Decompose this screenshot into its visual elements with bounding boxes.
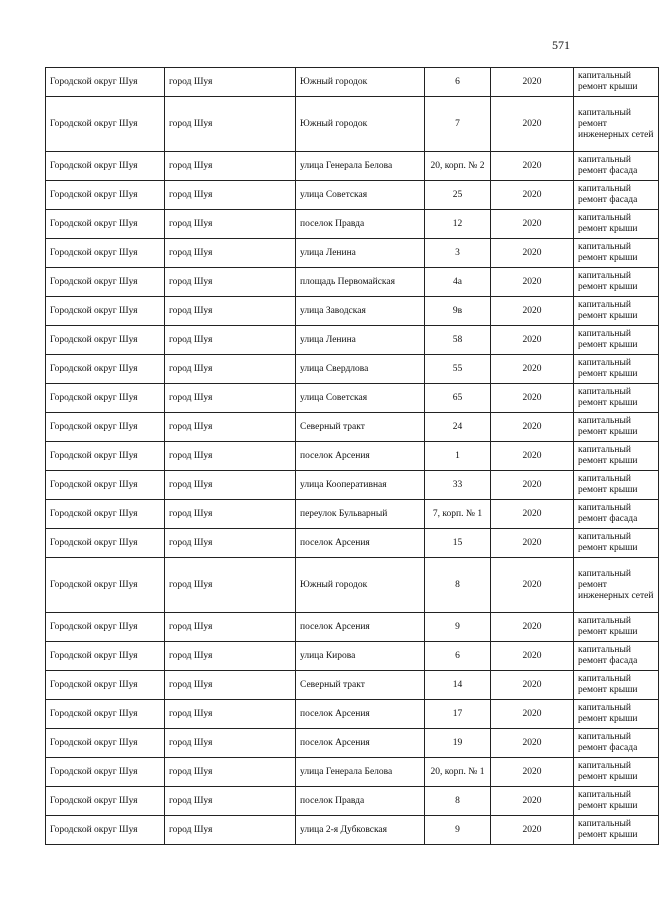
district-cell: Городской округ Шуя bbox=[46, 326, 165, 355]
house-number-cell: 19 bbox=[425, 729, 491, 758]
street-cell: переулок Бульварный bbox=[296, 500, 425, 529]
work-type-cell: капитальный ремонт крыши bbox=[574, 529, 659, 558]
city-cell: город Шуя bbox=[165, 239, 296, 268]
work-type-cell: капитальный ремонт крыши bbox=[574, 68, 659, 97]
year-cell: 2020 bbox=[491, 613, 574, 642]
district-cell: Городской округ Шуя bbox=[46, 297, 165, 326]
table-row bbox=[46, 239, 659, 268]
city-cell: город Шуя bbox=[165, 529, 296, 558]
work-type-cell: капитальный ремонт фасада bbox=[574, 152, 659, 181]
city-cell: город Шуя bbox=[165, 384, 296, 413]
house-number-cell: 9 bbox=[425, 816, 491, 845]
street-cell: улица Генерала Белова bbox=[296, 758, 425, 787]
year-cell: 2020 bbox=[491, 97, 574, 152]
year-cell: 2020 bbox=[491, 558, 574, 613]
year-cell: 2020 bbox=[491, 384, 574, 413]
house-number-cell: 24 bbox=[425, 413, 491, 442]
district-cell: Городской округ Шуя bbox=[46, 239, 165, 268]
year-cell: 2020 bbox=[491, 700, 574, 729]
district-cell: Городской округ Шуя bbox=[46, 413, 165, 442]
district-cell: Городской округ Шуя bbox=[46, 442, 165, 471]
district-cell: Городской округ Шуя bbox=[46, 529, 165, 558]
table-row bbox=[46, 297, 659, 326]
work-type-cell: капитальный ремонт инженерных сетей bbox=[574, 97, 659, 152]
work-type-cell: капитальный ремонт крыши bbox=[574, 816, 659, 845]
house-number-cell: 12 bbox=[425, 210, 491, 239]
table-row bbox=[46, 471, 659, 500]
city-cell: город Шуя bbox=[165, 471, 296, 500]
year-cell: 2020 bbox=[491, 326, 574, 355]
table-row bbox=[46, 413, 659, 442]
street-cell: улица Ленина bbox=[296, 326, 425, 355]
work-type-cell: капитальный ремонт крыши bbox=[574, 210, 659, 239]
district-cell: Городской округ Шуя bbox=[46, 97, 165, 152]
table-row bbox=[46, 500, 659, 529]
house-number-cell: 3 bbox=[425, 239, 491, 268]
work-type-cell: капитальный ремонт крыши bbox=[574, 326, 659, 355]
work-type-cell: капитальный ремонт крыши bbox=[574, 442, 659, 471]
city-cell: город Шуя bbox=[165, 413, 296, 442]
work-type-cell: капитальный ремонт фасада bbox=[574, 500, 659, 529]
house-number-cell: 9в bbox=[425, 297, 491, 326]
city-cell: город Шуя bbox=[165, 210, 296, 239]
district-cell: Городской округ Шуя bbox=[46, 787, 165, 816]
table-row bbox=[46, 210, 659, 239]
street-cell: Северный тракт bbox=[296, 413, 425, 442]
city-cell: город Шуя bbox=[165, 181, 296, 210]
street-cell: улица Заводская bbox=[296, 297, 425, 326]
house-number-cell: 7, корп. № 1 bbox=[425, 500, 491, 529]
house-number-cell: 6 bbox=[425, 642, 491, 671]
district-cell: Городской округ Шуя bbox=[46, 181, 165, 210]
district-cell: Городской округ Шуя bbox=[46, 152, 165, 181]
city-cell: город Шуя bbox=[165, 671, 296, 700]
work-type-cell: капитальный ремонт крыши bbox=[574, 787, 659, 816]
district-cell: Городской округ Шуя bbox=[46, 816, 165, 845]
registry-body bbox=[46, 68, 659, 845]
work-type-cell: капитальный ремонт крыши bbox=[574, 268, 659, 297]
city-cell: город Шуя bbox=[165, 326, 296, 355]
street-cell: поселок Арсения bbox=[296, 529, 425, 558]
work-type-cell: капитальный ремонт фасада bbox=[574, 181, 659, 210]
house-number-cell: 33 bbox=[425, 471, 491, 500]
street-cell: улица Генерала Белова bbox=[296, 152, 425, 181]
year-cell: 2020 bbox=[491, 671, 574, 700]
street-cell: Южный городок bbox=[296, 558, 425, 613]
district-cell: Городской округ Шуя bbox=[46, 68, 165, 97]
year-cell: 2020 bbox=[491, 181, 574, 210]
street-cell: Северный тракт bbox=[296, 671, 425, 700]
house-number-cell: 15 bbox=[425, 529, 491, 558]
house-number-cell: 8 bbox=[425, 787, 491, 816]
city-cell: город Шуя bbox=[165, 758, 296, 787]
table-row bbox=[46, 700, 659, 729]
table-row bbox=[46, 355, 659, 384]
street-cell: поселок Арсения bbox=[296, 729, 425, 758]
year-cell: 2020 bbox=[491, 816, 574, 845]
district-cell: Городской округ Шуя bbox=[46, 500, 165, 529]
street-cell: поселок Арсения bbox=[296, 442, 425, 471]
work-type-cell: капитальный ремонт фасада bbox=[574, 642, 659, 671]
year-cell: 2020 bbox=[491, 68, 574, 97]
district-cell: Городской округ Шуя bbox=[46, 268, 165, 297]
street-cell: Южный городок bbox=[296, 68, 425, 97]
street-cell: улица Кирова bbox=[296, 642, 425, 671]
table-row bbox=[46, 442, 659, 471]
house-number-cell: 58 bbox=[425, 326, 491, 355]
year-cell: 2020 bbox=[491, 239, 574, 268]
district-cell: Городской округ Шуя bbox=[46, 384, 165, 413]
house-number-cell: 6 bbox=[425, 68, 491, 97]
city-cell: город Шуя bbox=[165, 297, 296, 326]
house-number-cell: 17 bbox=[425, 700, 491, 729]
district-cell: Городской округ Шуя bbox=[46, 471, 165, 500]
house-number-cell: 8 bbox=[425, 558, 491, 613]
street-cell: улица Советская bbox=[296, 181, 425, 210]
table-row bbox=[46, 152, 659, 181]
year-cell: 2020 bbox=[491, 268, 574, 297]
work-type-cell: капитальный ремонт крыши bbox=[574, 297, 659, 326]
city-cell: город Шуя bbox=[165, 729, 296, 758]
city-cell: город Шуя bbox=[165, 700, 296, 729]
district-cell: Городской округ Шуя bbox=[46, 671, 165, 700]
work-type-cell: капитальный ремонт крыши bbox=[574, 355, 659, 384]
street-cell: улица Свердлова bbox=[296, 355, 425, 384]
district-cell: Городской округ Шуя bbox=[46, 729, 165, 758]
street-cell: поселок Правда bbox=[296, 210, 425, 239]
work-type-cell: капитальный ремонт фасада bbox=[574, 729, 659, 758]
district-cell: Городской округ Шуя bbox=[46, 210, 165, 239]
city-cell: город Шуя bbox=[165, 500, 296, 529]
work-type-cell: капитальный ремонт крыши bbox=[574, 413, 659, 442]
work-type-cell: капитальный ремонт крыши bbox=[574, 613, 659, 642]
year-cell: 2020 bbox=[491, 355, 574, 384]
table-row bbox=[46, 642, 659, 671]
house-number-cell: 20, корп. № 1 bbox=[425, 758, 491, 787]
city-cell: город Шуя bbox=[165, 68, 296, 97]
city-cell: город Шуя bbox=[165, 558, 296, 613]
house-number-cell: 7 bbox=[425, 97, 491, 152]
year-cell: 2020 bbox=[491, 152, 574, 181]
year-cell: 2020 bbox=[491, 297, 574, 326]
table-row bbox=[46, 816, 659, 845]
table-row bbox=[46, 787, 659, 816]
city-cell: город Шуя bbox=[165, 442, 296, 471]
page-number: 571 bbox=[552, 38, 570, 52]
district-cell: Городской округ Шуя bbox=[46, 642, 165, 671]
table-row bbox=[46, 758, 659, 787]
district-cell: Городской округ Шуя bbox=[46, 758, 165, 787]
street-cell: улица Ленина bbox=[296, 239, 425, 268]
year-cell: 2020 bbox=[491, 500, 574, 529]
house-number-cell: 65 bbox=[425, 384, 491, 413]
city-cell: город Шуя bbox=[165, 642, 296, 671]
table-row bbox=[46, 268, 659, 297]
house-number-cell: 1 bbox=[425, 442, 491, 471]
year-cell: 2020 bbox=[491, 758, 574, 787]
work-type-cell: капитальный ремонт крыши bbox=[574, 384, 659, 413]
year-cell: 2020 bbox=[491, 642, 574, 671]
work-type-cell: капитальный ремонт крыши bbox=[574, 700, 659, 729]
district-cell: Городской округ Шуя bbox=[46, 355, 165, 384]
table-row bbox=[46, 384, 659, 413]
house-number-cell: 14 bbox=[425, 671, 491, 700]
year-cell: 2020 bbox=[491, 442, 574, 471]
city-cell: город Шуя bbox=[165, 816, 296, 845]
year-cell: 2020 bbox=[491, 729, 574, 758]
table-row bbox=[46, 558, 659, 613]
year-cell: 2020 bbox=[491, 787, 574, 816]
table-row bbox=[46, 529, 659, 558]
house-number-cell: 55 bbox=[425, 355, 491, 384]
year-cell: 2020 bbox=[491, 471, 574, 500]
street-cell: улица Кооперативная bbox=[296, 471, 425, 500]
work-type-cell: капитальный ремонт крыши bbox=[574, 471, 659, 500]
work-type-cell: капитальный ремонт инженерных сетей bbox=[574, 558, 659, 613]
district-cell: Городской округ Шуя bbox=[46, 558, 165, 613]
street-cell: улица Советская bbox=[296, 384, 425, 413]
house-number-cell: 20, корп. № 2 bbox=[425, 152, 491, 181]
table-row bbox=[46, 326, 659, 355]
street-cell: поселок Правда bbox=[296, 787, 425, 816]
city-cell: город Шуя bbox=[165, 787, 296, 816]
street-cell: поселок Арсения bbox=[296, 700, 425, 729]
street-cell: улица 2-я Дубковская bbox=[296, 816, 425, 845]
house-number-cell: 9 bbox=[425, 613, 491, 642]
table-row bbox=[46, 671, 659, 700]
district-cell: Городской округ Шуя bbox=[46, 700, 165, 729]
house-number-cell: 25 bbox=[425, 181, 491, 210]
table-row bbox=[46, 613, 659, 642]
work-type-cell: капитальный ремонт крыши bbox=[574, 758, 659, 787]
table-row bbox=[46, 97, 659, 152]
city-cell: город Шуя bbox=[165, 355, 296, 384]
city-cell: город Шуя bbox=[165, 152, 296, 181]
table-row bbox=[46, 729, 659, 758]
year-cell: 2020 bbox=[491, 413, 574, 442]
street-cell: поселок Арсения bbox=[296, 613, 425, 642]
repair-registry-table bbox=[45, 67, 659, 845]
street-cell: площадь Первомайская bbox=[296, 268, 425, 297]
city-cell: город Шуя bbox=[165, 97, 296, 152]
street-cell: Южный городок bbox=[296, 97, 425, 152]
work-type-cell: капитальный ремонт крыши bbox=[574, 671, 659, 700]
table-row bbox=[46, 181, 659, 210]
house-number-cell: 4а bbox=[425, 268, 491, 297]
city-cell: город Шуя bbox=[165, 268, 296, 297]
city-cell: город Шуя bbox=[165, 613, 296, 642]
work-type-cell: капитальный ремонт крыши bbox=[574, 239, 659, 268]
year-cell: 2020 bbox=[491, 529, 574, 558]
district-cell: Городской округ Шуя bbox=[46, 613, 165, 642]
table-row bbox=[46, 68, 659, 97]
year-cell: 2020 bbox=[491, 210, 574, 239]
